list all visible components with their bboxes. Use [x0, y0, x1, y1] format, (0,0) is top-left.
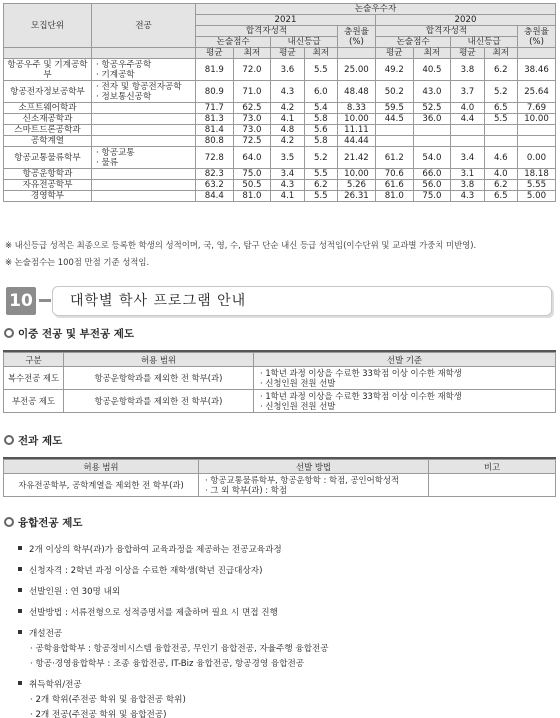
value-cell: 61.2 — [375, 147, 413, 169]
value-cell: 81.9 — [196, 59, 234, 81]
table-row — [4, 114, 556, 125]
unit-cell: 공학계열 — [4, 136, 92, 147]
value-cell: 3.8 — [451, 180, 484, 191]
list-item: 신청자격 : 2학년 과정 이상을 수료한 재학생(학년 진급대상자) — [18, 564, 262, 576]
value-cell: 64.0 — [233, 147, 271, 169]
sec-transfer-heading: 전과 제도 — [4, 433, 62, 448]
major-cell — [92, 125, 196, 136]
value-cell: 56.0 — [413, 180, 451, 191]
header-pass-2021: 합격자성적 — [196, 26, 338, 37]
value-cell: 73.0 — [233, 125, 271, 136]
table-row — [4, 59, 556, 81]
value-cell: 6.2 — [484, 59, 517, 81]
value-cell: 72.8 — [196, 147, 234, 169]
header-min: 최저 — [304, 48, 337, 59]
value-cell: 26.31 — [337, 191, 375, 202]
section-number: 10 — [6, 287, 36, 315]
value-cell: 5.00 — [518, 191, 556, 202]
section-banner — [6, 286, 552, 316]
transfer-table — [3, 459, 556, 497]
unit-cell: 항공전자정보공학부 — [4, 81, 92, 103]
header-year-2021: 2021 — [196, 15, 376, 26]
value-cell: 0.00 — [518, 147, 556, 169]
value-cell — [375, 125, 413, 136]
header-unit: 모집단위 — [4, 4, 92, 48]
major-cell — [92, 114, 196, 125]
list-subitem: · 2개 학위(주전공 학위 및 융합전공 학위) — [30, 695, 186, 705]
value-cell: 3.4 — [451, 147, 484, 169]
value-cell: 81.4 — [196, 125, 234, 136]
header-type: 구분 — [4, 353, 64, 367]
value-cell: 7.69 — [518, 103, 556, 114]
table-row: 복수전공 제도 항공운항학과를 제외한 전 학부(과) · 1학년 과정 이상을 수료한 33학점 이상 이수한 재학생 · 신청인원 전원 선발 — [4, 367, 556, 390]
value-cell: 62.5 — [233, 103, 271, 114]
value-cell — [413, 136, 451, 147]
value-cell: 5.8 — [304, 136, 337, 147]
value-cell: 10.00 — [337, 114, 375, 125]
header-scope: 허용 범위 — [64, 353, 254, 367]
value-cell — [484, 125, 517, 136]
table-row — [4, 147, 556, 169]
major-cell: · 전자 및 항공전자공학 · 정보통신공학 — [92, 81, 196, 103]
sec-convergence-heading: 융합전공 제도 — [4, 515, 83, 530]
value-cell: 63.2 — [196, 180, 234, 191]
value-cell: 4.8 — [271, 125, 304, 136]
value-cell: 80.8 — [196, 136, 234, 147]
value-cell: 70.6 — [375, 169, 413, 180]
unit-cell: 경영학부 — [4, 191, 92, 202]
value-cell: 8.33 — [337, 103, 375, 114]
value-cell: 49.2 — [375, 59, 413, 81]
header-essay-2020: 논술점수 — [375, 37, 450, 48]
value-cell: 6.0 — [304, 81, 337, 103]
value-cell: 73.0 — [233, 114, 271, 125]
list-item: 선발인원 : 연 30명 내외 — [18, 585, 120, 597]
value-cell: 6.5 — [484, 103, 517, 114]
value-cell: 48.48 — [337, 81, 375, 103]
value-cell: 18.18 — [518, 169, 556, 180]
value-cell: 4.2 — [271, 103, 304, 114]
header-grade-2021: 내신등급 — [271, 37, 338, 48]
major-cell — [92, 169, 196, 180]
list-item: 2개 이상의 학부(과)가 융합하여 교육과정을 제공하는 전공교육과정 — [18, 543, 282, 555]
value-cell: 5.5 — [304, 169, 337, 180]
value-cell — [518, 136, 556, 147]
value-cell: 43.0 — [413, 81, 451, 103]
value-cell: 10.00 — [337, 169, 375, 180]
unit-cell: 소프트웨어학과 — [4, 103, 92, 114]
value-cell: 5.2 — [484, 81, 517, 103]
value-cell: 5.4 — [304, 103, 337, 114]
value-cell: 5.55 — [518, 180, 556, 191]
list-subitem: · 2개 전공(주전공 학위 및 융합전공) — [30, 710, 167, 718]
sec-double-major-heading: 이중 전공 및 부전공 제도 — [4, 326, 134, 341]
major-cell — [92, 180, 196, 191]
value-cell: 36.0 — [413, 114, 451, 125]
value-cell: 4.3 — [451, 191, 484, 202]
value-cell: 84.4 — [196, 191, 234, 202]
value-cell: 50.5 — [233, 180, 271, 191]
header-criteria: 선발 기준 — [254, 353, 556, 367]
table-row — [4, 169, 556, 180]
value-cell: 5.8 — [304, 114, 337, 125]
double-major-table — [3, 352, 556, 413]
header-essay-excellent: 논술우수자 — [196, 4, 556, 15]
value-cell: 44.44 — [337, 136, 375, 147]
value-cell: 5.5 — [304, 59, 337, 81]
header-method: 선발 방법 — [199, 460, 429, 474]
header-scope: 허용 범위 — [4, 460, 199, 474]
header-avg: 평균 — [451, 48, 484, 59]
value-cell: 4.1 — [271, 114, 304, 125]
value-cell: 21.42 — [337, 147, 375, 169]
value-cell: 10.00 — [518, 114, 556, 125]
list-item: 개설전공 — [18, 627, 62, 639]
value-cell — [484, 136, 517, 147]
value-cell: 4.3 — [271, 81, 304, 103]
table-row — [4, 191, 556, 202]
table-row: 부전공 제도 항공운항학과를 제외한 전 학부(과) · 1학년 과정 이상을 수료한 33학점 이상 이수한 재학생 · 신청인원 전원 선발 — [4, 390, 556, 413]
value-cell: 61.6 — [375, 180, 413, 191]
value-cell: 72.5 — [233, 136, 271, 147]
value-cell: 52.5 — [413, 103, 451, 114]
major-cell — [92, 191, 196, 202]
major-cell: · 항공교통 · 물류 — [92, 147, 196, 169]
header-rate-2021: 충원율 (%) — [337, 26, 375, 48]
value-cell: 4.6 — [484, 147, 517, 169]
value-cell: 66.0 — [413, 169, 451, 180]
value-cell: 25.00 — [337, 59, 375, 81]
circle-bullet-icon — [4, 517, 14, 527]
note-grade: ※ 내신등급 성적은 최종으로 등록한 학생의 성적이며, 국, 영, 수, 탐구 단순 내신 등급 성적임(이수단위 및 교과별 가중치 미반영). — [5, 240, 477, 250]
header-pass-2020: 합격자성적 — [375, 26, 517, 37]
header-rate-2020: 충원율 (%) — [518, 26, 556, 48]
value-cell: 81.0 — [233, 191, 271, 202]
value-cell: 4.2 — [271, 136, 304, 147]
header-essay-2021: 논술점수 — [196, 37, 271, 48]
value-cell — [375, 136, 413, 147]
major-cell — [92, 103, 196, 114]
value-cell: 4.0 — [484, 169, 517, 180]
value-cell: 3.7 — [451, 81, 484, 103]
value-cell — [518, 125, 556, 136]
value-cell: 75.0 — [413, 191, 451, 202]
value-cell: 3.6 — [271, 59, 304, 81]
header-major: 전공 — [92, 4, 196, 48]
header-year-2020: 2020 — [375, 15, 555, 26]
value-cell — [413, 125, 451, 136]
value-cell: 5.26 — [337, 180, 375, 191]
value-cell: 5.2 — [304, 147, 337, 169]
value-cell: 6.5 — [484, 191, 517, 202]
value-cell: 4.3 — [271, 180, 304, 191]
value-cell: 38.46 — [518, 59, 556, 81]
value-cell — [451, 136, 484, 147]
table-row — [4, 180, 556, 191]
header-avg: 평균 — [271, 48, 304, 59]
value-cell: 50.2 — [375, 81, 413, 103]
value-cell: 75.0 — [233, 169, 271, 180]
table-row — [4, 136, 556, 147]
header-min: 최저 — [233, 48, 271, 59]
value-cell: 6.2 — [304, 180, 337, 191]
value-cell: 81.0 — [375, 191, 413, 202]
value-cell: 4.0 — [451, 103, 484, 114]
unit-cell: 항공우주 및 기계공학부 — [4, 59, 92, 81]
value-cell: 40.5 — [413, 59, 451, 81]
header-min: 최저 — [484, 48, 517, 59]
list-subitem: · 항공·경영융합학부 : 조종 융합전공, IT-Biz 융합전공, 항공경영 융합전공 — [30, 659, 305, 669]
major-cell — [92, 136, 196, 147]
header-remark: 비고 — [429, 460, 556, 474]
value-cell: 25.64 — [518, 81, 556, 103]
value-cell: 5.6 — [304, 125, 337, 136]
value-cell: 5.5 — [304, 191, 337, 202]
unit-cell: 신소재공학과 — [4, 114, 92, 125]
note-essay: ※ 논술점수는 100점 만점 기준 성적임. — [5, 257, 150, 267]
value-cell: 82.3 — [196, 169, 234, 180]
circle-bullet-icon — [4, 435, 14, 445]
list-item: 선발방법 : 서류전형으로 성적증명서를 제출하며 필요 시 면접 진행 — [18, 606, 278, 618]
list-item: 취득학위/전공 — [18, 678, 82, 690]
value-cell: 71.7 — [196, 103, 234, 114]
value-cell: 54.0 — [413, 147, 451, 169]
header-grade-2020: 내신등급 — [451, 37, 518, 48]
value-cell: 3.4 — [271, 169, 304, 180]
admission-results-table — [3, 3, 556, 202]
value-cell: 3.5 — [271, 147, 304, 169]
value-cell: 3.1 — [451, 169, 484, 180]
table-row — [4, 125, 556, 136]
header-avg: 평균 — [196, 48, 234, 59]
circle-bullet-icon — [4, 328, 14, 338]
list-subitem: · 공학융합학부 : 항공정비시스템 융합전공, 무인기 융합전공, 자율주행 융합전공 — [30, 644, 329, 654]
value-cell: 3.8 — [451, 59, 484, 81]
unit-cell: 항공교통물류학부 — [4, 147, 92, 169]
value-cell: 4.1 — [271, 191, 304, 202]
major-cell: · 항공우주공학 · 기계공학 — [92, 59, 196, 81]
value-cell: 5.5 — [484, 114, 517, 125]
value-cell: 71.0 — [233, 81, 271, 103]
unit-cell: 자유전공학부 — [4, 180, 92, 191]
value-cell: 11.11 — [337, 125, 375, 136]
value-cell: 72.0 — [233, 59, 271, 81]
section-title: 대학별 학사 프로그램 안내 — [70, 293, 247, 309]
header-avg: 평균 — [375, 48, 413, 59]
table-row — [4, 81, 556, 103]
value-cell: 81.3 — [196, 114, 234, 125]
value-cell: 44.5 — [375, 114, 413, 125]
table-row — [4, 103, 556, 114]
value-cell: 6.2 — [484, 180, 517, 191]
header-min: 최저 — [413, 48, 451, 59]
value-cell: 59.5 — [375, 103, 413, 114]
unit-cell: 항공운항학과 — [4, 169, 92, 180]
value-cell: 80.9 — [196, 81, 234, 103]
value-cell: 4.4 — [451, 114, 484, 125]
value-cell — [451, 125, 484, 136]
unit-cell: 스마트드론공학과 — [4, 125, 92, 136]
table-row: 자유전공학부, 공학계열을 제외한 전 학부(과) · 항공교통물류학부, 항공운항학 : 학점, 공인어학성적 · 그 외 학부(과) : 학점 — [4, 474, 556, 497]
